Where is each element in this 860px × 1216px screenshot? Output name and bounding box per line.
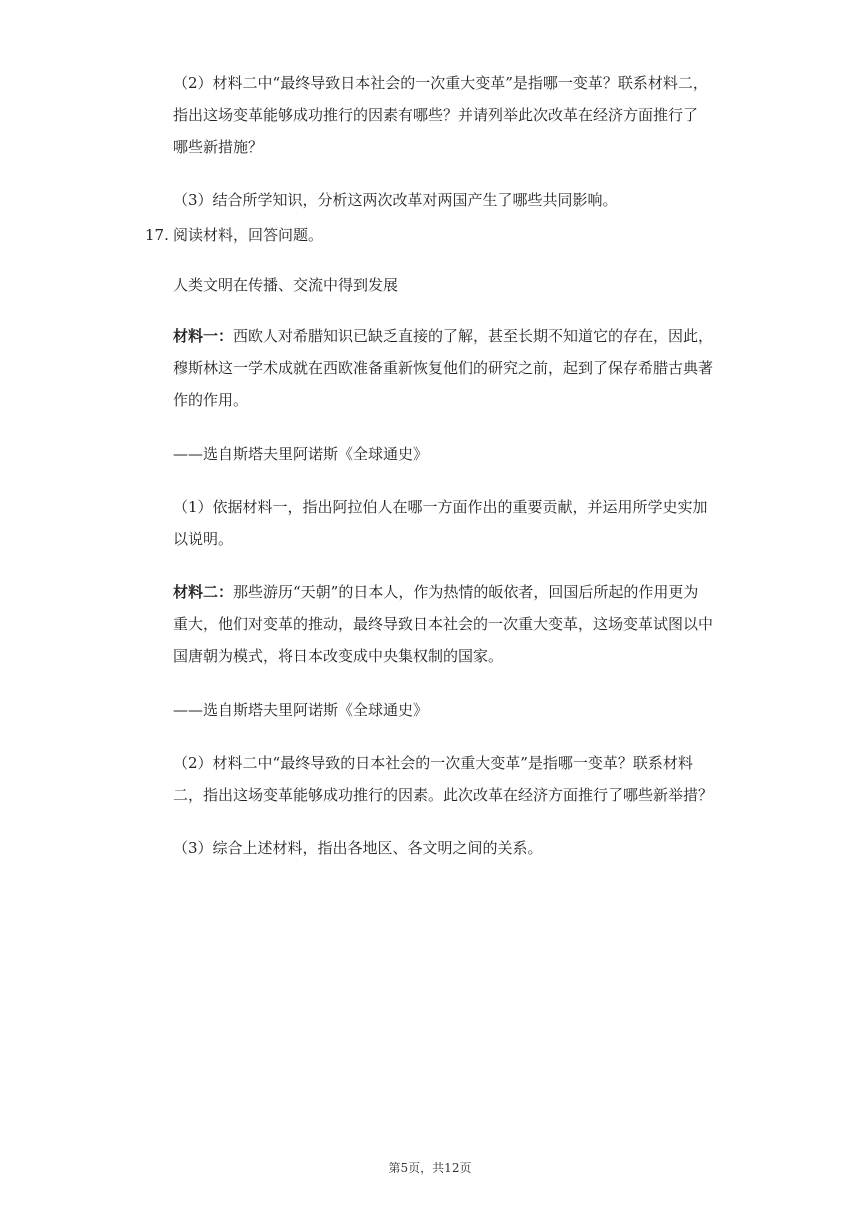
q16-sub2-line-1: （2）材料二中“最终导致日本社会的一次重大变革”是指哪一变革？联系材料二， xyxy=(173,74,708,92)
q17-theme: 人类文明在传播、交流中得到发展 xyxy=(173,276,399,294)
q17-number: 17. xyxy=(145,226,169,244)
material2-text: 那些游历“天朝”的日本人，作为热情的皈依者，回国后所起的作用更为 xyxy=(233,583,699,601)
material1-text: 西欧人对希腊知识已缺乏直接的了解，甚至长期不知道它的存在，因此， xyxy=(233,327,714,345)
page-footer: 第5页，共12页 xyxy=(388,1161,472,1175)
q17-material2-line-1 xyxy=(173,582,698,602)
material1-label: 材料一： xyxy=(173,327,234,345)
q17-material2-source: ——选自斯塔夫里阿诺斯《全球通史》 xyxy=(173,701,429,719)
q17-material2-line-2: 重大，他们对变革的推动，最终导致日本社会的一次重大变革，这场变革试图以中 xyxy=(173,615,714,633)
q17-sub2-line-1: （2）材料二中“最终导致的日本社会的一次重大变革”是指哪一变革？联系材料 xyxy=(173,754,693,772)
q17-material1-line-3: 作的作用。 xyxy=(173,391,249,409)
q17-material1-source: ——选自斯塔夫里阿诺斯《全球通史》 xyxy=(173,445,429,463)
q17-material1-line-1 xyxy=(173,326,713,346)
q17-material2-line-3: 国唐朝为模式，将日本改变成中央集权制的国家。 xyxy=(173,647,504,665)
q17-sub2-line-2: 二，指出这场变革能够成功推行的因素。此次改革在经济方面推行了哪些新举措？ xyxy=(173,786,714,804)
q16-sub2-line-2: 指出这场变革能够成功推行的因素有哪些？并请列举此次改革在经济方面推行了 xyxy=(173,106,699,124)
q16-sub2-line-3: 哪些新措施？ xyxy=(173,138,264,156)
q17-prompt: 阅读材料，回答问题。 xyxy=(173,226,324,244)
q16-sub3: （3）结合所学知识，分析这两次改革对两国产生了哪些共同影响。 xyxy=(173,191,618,209)
q17-sub1-line-2: 以说明。 xyxy=(173,530,234,548)
q17-sub1-line-1: （1）依据材料一，指出阿拉伯人在哪一方面作出的重要贡献，并运用所学史实加 xyxy=(173,498,708,516)
q17-sub3: （3）综合上述材料，指出各地区、各文明之间的关系。 xyxy=(173,839,543,857)
q17-material1-line-2: 穆斯林这一学术成就在西欧准备重新恢复他们的研究之前，起到了保存希腊古典著 xyxy=(173,359,714,377)
material2-label: 材料二： xyxy=(173,583,234,601)
